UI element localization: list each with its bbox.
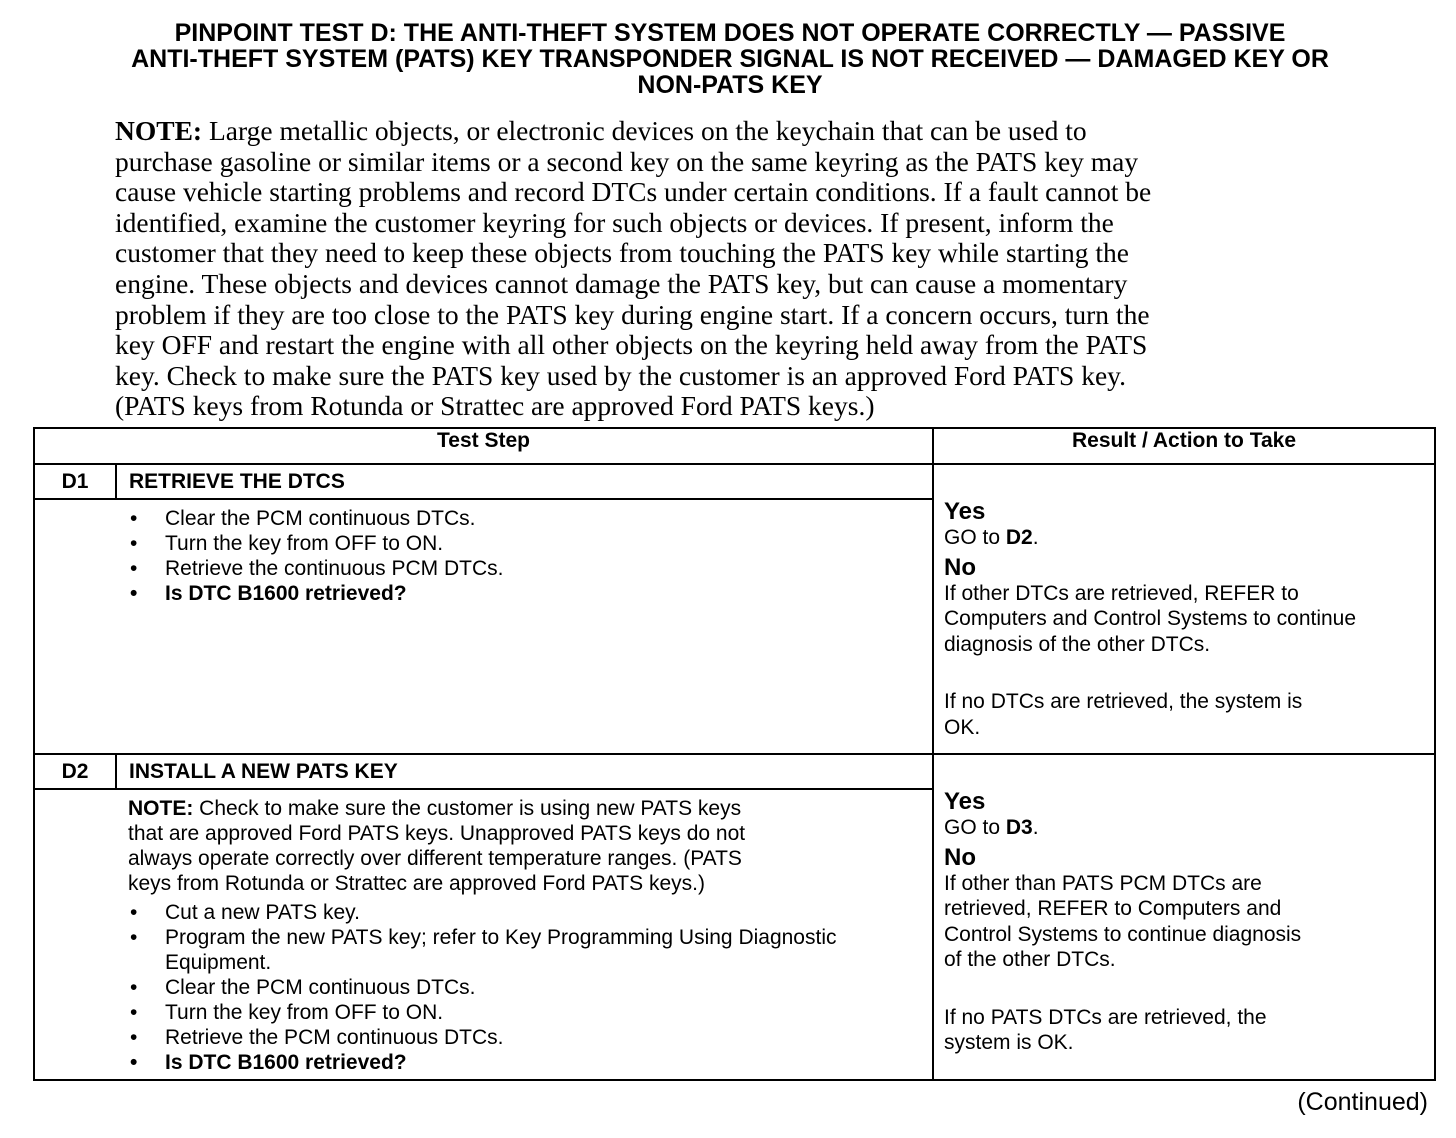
note-line: (PATS keys from Rotunda or Strattec are approved Ford PATS keys.)	[115, 390, 875, 422]
no-label: No	[944, 553, 976, 581]
table-header-row	[34, 428, 1435, 464]
no-action-line: of the other DTCs.	[944, 948, 1116, 971]
list-item: • Turn the key from OFF to ON.	[128, 1000, 892, 1025]
step-bullet-list	[128, 900, 892, 1075]
header-result: Result / Action to Take	[933, 428, 1435, 464]
step-question: • Is DTC B1600 retrieved?	[128, 581, 892, 606]
yes-label: Yes	[944, 498, 986, 525]
intro-note	[115, 116, 1355, 422]
no-action-line: If other than PATS PCM DTCs are	[944, 871, 1262, 895]
no-action-line: retrieved, REFER to Computers and	[944, 897, 1282, 920]
note-line: customer that they need to keep these objects from touching the PATS key while starting the	[115, 237, 1129, 269]
step-question: • Is DTC B1600 retrieved?	[128, 1050, 892, 1075]
yes-target-step: D2	[1005, 526, 1033, 549]
ok-line: OK.	[944, 715, 981, 739]
step-bullet-list	[128, 506, 892, 606]
step-name: INSTALL A NEW PATS KEY	[116, 754, 933, 789]
no-action-line: Computers and Control Systems to continue	[944, 607, 1357, 630]
note-line: key OFF and restart the engine with all other objects on the keyring held away from the PATS	[115, 329, 1148, 361]
step-id: D2	[34, 754, 116, 789]
note-line: identified, examine the customer keyring for such objects or devices. If present, inform the	[115, 206, 1114, 238]
no-action-line: diagnosis of the other DTCs.	[944, 632, 1211, 656]
step-result	[933, 754, 1435, 1080]
step-result	[933, 464, 1435, 754]
yes-target-step: D3	[1005, 816, 1033, 839]
page-title	[30, 20, 1430, 98]
header-test-step: Test Step	[34, 428, 933, 464]
list-item: • Clear the PCM continuous DTCs.	[128, 506, 892, 531]
step-note: NOTE: Check to make sure the customer is using new PATS keys that are approved Ford PATS keys. Unapproved PATS keys do not always operate correctly over different temperature ranges. (PATS keys from Rotunda or Strattec are approved Ford PATS keys.)	[128, 797, 746, 895]
note-label: NOTE:	[115, 115, 203, 146]
note-line: NOTE: Large metallic objects, or electronic devices on the keychain that can be used to	[115, 115, 1087, 146]
step-id-blank	[34, 789, 116, 1080]
note-line: problem if they are too close to the PATS key during engine start. If a concern occurs, turn the	[115, 298, 1150, 330]
ok-line: system is OK.	[944, 1031, 1074, 1054]
no-action-line: Control Systems to continue diagnosis	[944, 922, 1302, 946]
list-item: • Retrieve the continuous PCM DTCs.	[128, 556, 892, 581]
yes-label: Yes	[944, 788, 986, 815]
yes-action: GO to D3.	[944, 816, 1039, 839]
step-title-row	[34, 464, 1435, 499]
ok-line: If no PATS DTCs are retrieved, the	[944, 1005, 1267, 1029]
list-item: • Turn the key from OFF to ON.	[128, 531, 892, 556]
no-action-line: If other DTCs are retrieved, REFER to	[944, 581, 1299, 605]
pinpoint-test-table	[33, 427, 1436, 1081]
list-item: • Program the new PATS key; refer to Key Programming Using Diagnostic Equipment.	[128, 925, 892, 975]
list-item: • Retrieve the PCM continuous DTCs.	[128, 1025, 892, 1050]
ok-line: If no DTCs are retrieved, the system is	[944, 690, 1303, 713]
step-instructions	[116, 499, 933, 754]
note-line: purchase gasoline or similar items or a second key on the same keyring as the PATS key may	[115, 145, 1139, 177]
list-item: • Clear the PCM continuous DTCs.	[128, 975, 892, 1000]
step-title-row	[34, 754, 1435, 789]
note-line: key. Check to make sure the PATS key used by the customer is an approved Ford PATS key.	[115, 359, 1127, 391]
continued-label: (Continued)	[1297, 1088, 1428, 1116]
step-id-blank	[34, 499, 116, 754]
title-line-3: NON-PATS KEY	[637, 71, 823, 99]
title-line-2: ANTI-THEFT SYSTEM (PATS) KEY TRANSPONDER SIGNAL IS NOT RECEIVED — DAMAGED KEY OR	[131, 45, 1329, 73]
yes-action: GO to D2.	[944, 526, 1039, 549]
no-label: No	[944, 843, 976, 871]
step-instructions	[116, 789, 933, 1080]
note-line: cause vehicle starting problems and record DTCs under certain conditions. If a fault cannot be	[115, 176, 1152, 208]
step-id: D1	[34, 464, 116, 499]
note-line: engine. These objects and devices cannot damage the PATS key, but can cause a momentary	[115, 267, 1128, 299]
title-line-1: PINPOINT TEST D: THE ANTI-THEFT SYSTEM DOES NOT OPERATE CORRECTLY — PASSIVE	[174, 19, 1286, 47]
step-name: RETRIEVE THE DTCS	[116, 464, 933, 499]
list-item: • Cut a new PATS key.	[128, 900, 892, 925]
step-note-label: NOTE:	[128, 797, 194, 820]
